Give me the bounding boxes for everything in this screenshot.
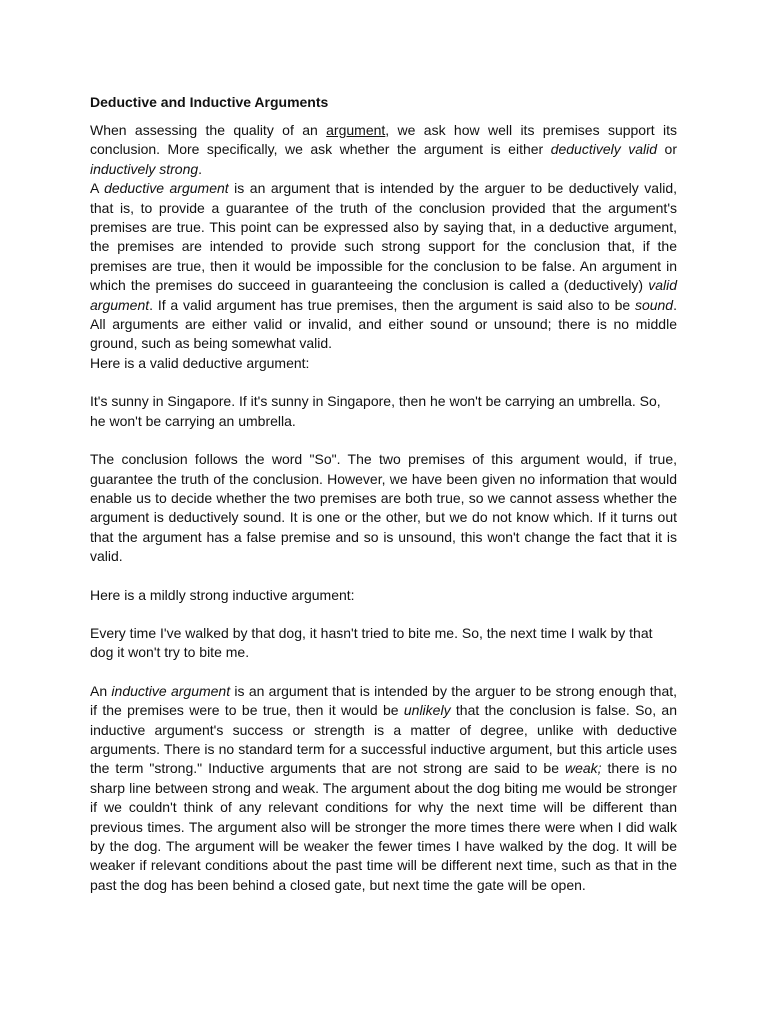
page-title: Deductive and Inductive Arguments [90,94,329,110]
inductive-example-intro: Here is a mildly strong inductive argument: [90,586,355,603]
text-run: or [657,141,677,158]
text-run: is an argument that is intended by the arguer to be deductively valid, that is, to provide a guarantee of the truth of the conclusion provided that the argument's premises are true. This point can be expressed also by saying that, in a deductive argument, the premises are intended to provide such strong support for the conclusion that, if the premises are true, then it would be impossible for the conclusion to be false. An argument in which the premises do succeed in guaranteeing the conclusion is called a (deductively) [90,180,677,294]
document-page [90,93,677,895]
inductive-definition-paragraph [90,682,677,895]
deductive-definition-paragraph [90,179,677,354]
valid-example-intro: Here is a valid deductive argument: [90,354,310,371]
text-run: there is no sharp line between strong and weak. The argument about the dog biting me would be stronger if we couldn't think of any relevant conditions for why the next time will be different than previous times. The argument also will be stronger the more times there were when I did walk by the dog. The argument will be weaker the fewer times I have walked by the dog. It will be weaker if relevant conditions about the past time will be different next time, such as that in the past the dog has been behind a closed gate, but next time the gate will be open. [90,760,677,893]
emphasis: deductive argument [104,180,229,197]
spacer [90,605,677,624]
emphasis: deductively valid [550,141,658,158]
text-run: . [198,160,203,177]
text-run: . If a valid argument has true premises, then the argument is said also to be [149,296,635,313]
text-run: , we ask how well its premises support its conclusion. More specifically, we ask whether the argument is either [90,122,677,158]
spacer [90,663,677,682]
emphasis: weak; [564,760,602,777]
text-run: An [90,682,112,699]
spacer [90,431,677,450]
emphasis: valid argument [90,277,677,313]
text-run: that the conclusion is false. So, an inductive argument's success or strength is a matter of degree, unlike with deductive arguments. There is no standard term for a successful inductive argument, but this article uses the term "strong." Inductive arguments that are not strong are said to be [90,702,677,777]
emphasis: unlikely [403,702,451,719]
spacer [90,567,677,586]
emphasis: inductive argument [111,682,231,699]
spacer [90,373,677,392]
text-run: A [90,180,105,197]
emphasis: inductively strong [90,160,199,177]
argument-link[interactable]: argument [326,122,386,138]
singapore-example: It's sunny in Singapore. If it's sunny in Singapore, then he won't be carrying an umbrella. So, he won't be carrying an umbrella. [90,393,661,429]
conclusion-explanation-paragraph: The conclusion follows the word "So". The two premises of this argument would, if true, guarantee the truth of the conclusion. However, we have been given no information that would enable us to decide whether the two premises are both true, so we cannot assess whether the argument is deductively sound. It is one or the other, but we do not know which. If it turns out that the argument has a false premise and so is unsound, this won't change the fact that it is valid. [90,451,677,565]
dog-example: Every time I've walked by that dog, it hasn't tried to bite me. So, the next time I walk by that dog it won't try to bite me. [90,624,653,661]
text-run: . All arguments are either valid or invalid, and either sound or unsound; there is no middle ground, such as being somewhat valid. [90,296,677,352]
intro-paragraph [90,121,677,179]
text-run: When assessing the quality of an [90,122,327,138]
text-run: is an argument that is intended by the arguer to be strong enough that, if the premises were to be true, then it would be [90,682,678,719]
emphasis: sound [634,296,674,313]
